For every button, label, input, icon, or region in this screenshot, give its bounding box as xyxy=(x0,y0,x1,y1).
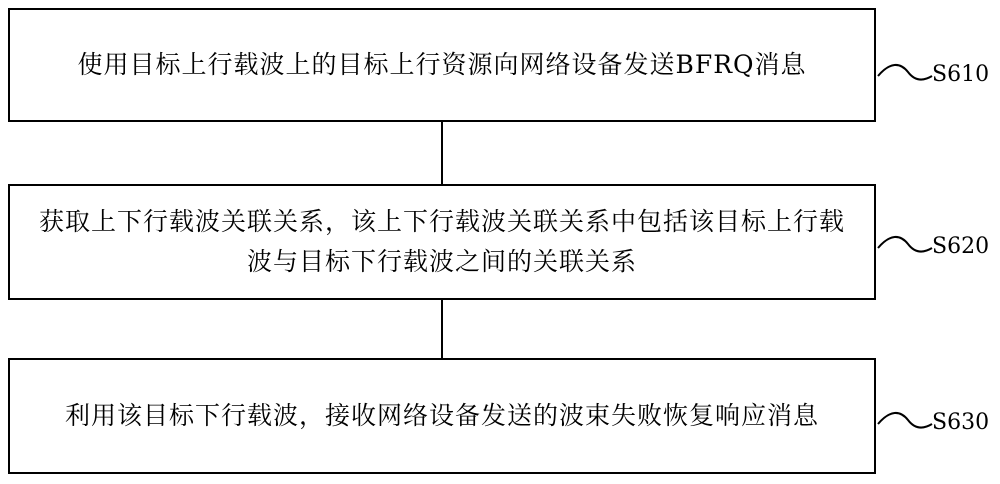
step-box-s610 xyxy=(8,8,876,122)
step-box-s630 xyxy=(8,358,876,474)
step-label-s610: S610 xyxy=(932,62,990,87)
connector-line-s610-s620 xyxy=(441,122,443,184)
step-text-s610: 使用目标上行载波上的目标上行资源向网络设备发送BFRQ消息 xyxy=(77,50,807,79)
leader-line-s620 xyxy=(876,232,934,262)
step-text-s630: 利用该目标下行载波，接收网络设备发送的波束失败恢复响应消息 xyxy=(64,401,819,430)
step-box-s620 xyxy=(8,184,876,300)
leader-line-s630 xyxy=(876,408,934,438)
connector-line-s620-s630 xyxy=(441,300,443,358)
step-label-s620: S620 xyxy=(932,234,990,259)
step-label-s630: S630 xyxy=(932,410,990,435)
leader-line-s610 xyxy=(876,60,934,90)
step-text-s620: 获取上下行载波关联关系，该上下行载波关联关系中包括该目标上行载波与目标下行载波之间的关联关系 xyxy=(38,207,845,276)
